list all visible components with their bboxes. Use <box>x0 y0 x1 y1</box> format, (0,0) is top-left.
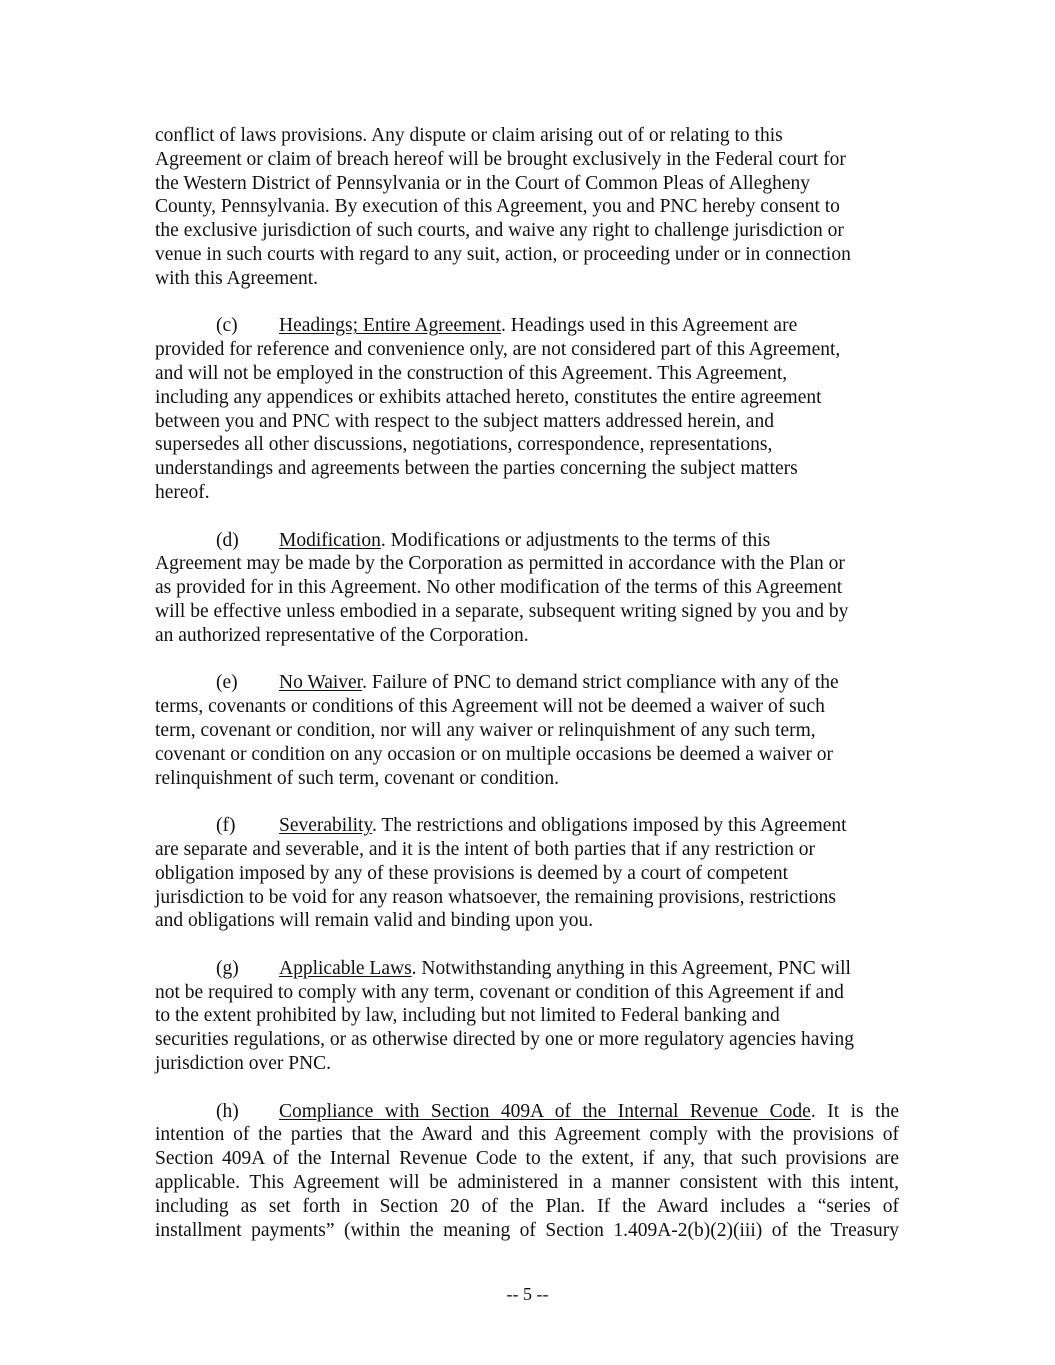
section-heading: Headings; Entire Agreement <box>279 315 502 337</box>
section-first-line <box>155 671 899 695</box>
text-line: installment payments” (within the meaning of Section 1.409A-2(b)(2)(iii) of the Treasury <box>155 1219 899 1241</box>
section-text: . Headings used in this Agreement are <box>501 315 798 337</box>
text-line: not be required to comply with any term, covenant or condition of this Agreement if and <box>155 981 844 1003</box>
section-heading: Compliance with Section 409A of the Internal Revenue Code <box>279 1100 811 1122</box>
text-line: Agreement or claim of breach hereof will be brought exclusively in the Federal court for <box>155 148 846 170</box>
section-c-headings-entire-agreement <box>155 314 899 504</box>
section-text: . The restrictions and obligations imposed by this Agreement <box>371 815 847 837</box>
text-line: term, covenant or condition, nor will any waiver or relinquishment of any such term, <box>155 719 816 741</box>
section-first-line <box>155 314 899 338</box>
text-line: will be effective unless embodied in a separate, subsequent writing signed by you and by <box>155 600 849 622</box>
section-first-line <box>155 814 899 838</box>
text-line: jurisdiction to be void for any reason whatsoever, the remaining provisions, restrictions <box>155 886 837 908</box>
text-line: an authorized representative of the Corporation. <box>155 624 529 646</box>
text-line: conflict of laws provisions. Any dispute or claim arising out of or relating to this <box>155 125 783 146</box>
section-first-line <box>155 529 899 553</box>
text-line: applicable. This Agreement will be administered in a manner consistent with this intent, <box>155 1172 899 1194</box>
section-heading: Modification <box>279 529 381 551</box>
text-line: the exclusive jurisdiction of such courts, and waive any right to challenge jurisdiction or <box>155 220 844 242</box>
section-d-modification <box>155 529 899 648</box>
section-label: (h) <box>216 1100 239 1122</box>
text-line: securities regulations, or as otherwise directed by one or more regulatory agencies having <box>155 1029 855 1051</box>
text-line: Section 409A of the Internal Revenue Code to the extent, if any, that such provisions are <box>155 1148 899 1170</box>
text-line: between you and PNC with respect to the subject matters addressed herein, and <box>155 410 774 432</box>
section-label: (c) <box>216 315 238 337</box>
text-line: hereof. <box>155 481 210 503</box>
section-e-no-waiver <box>155 671 899 790</box>
text-line: and will not be employed in the construction of this Agreement. This Agreement, <box>155 362 788 384</box>
text-line: and obligations will remain valid and binding upon you. <box>155 910 594 932</box>
section-first-line <box>155 957 899 981</box>
text-line: venue in such courts with regard to any suit, action, or proceeding under or in connection <box>155 243 851 265</box>
text-line: are separate and severable, and it is the intent of both parties that if any restriction or <box>155 838 816 860</box>
section-heading: Severability <box>279 815 372 837</box>
section-h-compliance-409a <box>155 1100 899 1243</box>
text-line: intention of the parties that the Award and this Agreement comply with the provisions of <box>155 1124 899 1146</box>
section-label: (f) <box>216 815 236 837</box>
section-text: . Notwithstanding anything in this Agreement, PNC will <box>411 957 851 979</box>
text-line: with this Agreement. <box>155 267 319 289</box>
intro-paragraph <box>155 124 899 291</box>
text-line: jurisdiction over PNC. <box>155 1053 332 1075</box>
text-line: terms, covenants or conditions of this Agreement will not be deemed a waiver of such <box>155 696 825 718</box>
section-text: . Modifications or adjustments to the terms of this <box>380 529 771 551</box>
section-heading: Applicable Laws <box>279 957 412 979</box>
section-label: (g) <box>216 957 239 979</box>
section-text: . Failure of PNC to demand strict compliance with any of the <box>362 672 839 694</box>
text-line: to the extent prohibited by law, including but not limited to Federal banking and <box>155 1005 780 1027</box>
text-line: covenant or condition on any occasion or on multiple occasions be deemed a waiver or <box>155 743 833 765</box>
text-line: including as set forth in Section 20 of the Plan. If the Award includes a “series of <box>155 1195 899 1217</box>
text-line: the Western District of Pennsylvania or in the Court of Common Pleas of Allegheny <box>155 172 811 194</box>
text-line: obligation imposed by any of these provisions is deemed by a court of competent <box>155 862 789 884</box>
text-line: relinquishment of such term, covenant or condition. <box>155 767 559 789</box>
document-page <box>155 124 899 1266</box>
section-f-severability <box>155 814 899 933</box>
text-line: including any appendices or exhibits attached hereto, constitutes the entire agreement <box>155 386 822 408</box>
text-line: provided for reference and convenience only, are not considered part of this Agreement, <box>155 339 841 361</box>
text-line: understandings and agreements between the parties concerning the subject matters <box>155 458 798 480</box>
text-line: as provided for in this Agreement. No other modification of the terms of this Agreement <box>155 577 843 599</box>
page-number: -- 5 -- <box>506 1284 549 1304</box>
section-first-line <box>155 1100 899 1124</box>
section-text: . It is the <box>810 1100 899 1122</box>
text-line: supersedes all other discussions, negotiations, correspondence, representations, <box>155 434 773 456</box>
section-g-applicable-laws <box>155 957 899 1076</box>
section-label: (e) <box>216 672 238 694</box>
section-heading: No Waiver <box>279 672 363 694</box>
text-line: Agreement may be made by the Corporation as permitted in accordance with the Plan or <box>155 553 845 575</box>
section-label: (d) <box>216 529 239 551</box>
text-line: County, Pennsylvania. By execution of this Agreement, you and PNC hereby consent to <box>155 196 840 218</box>
